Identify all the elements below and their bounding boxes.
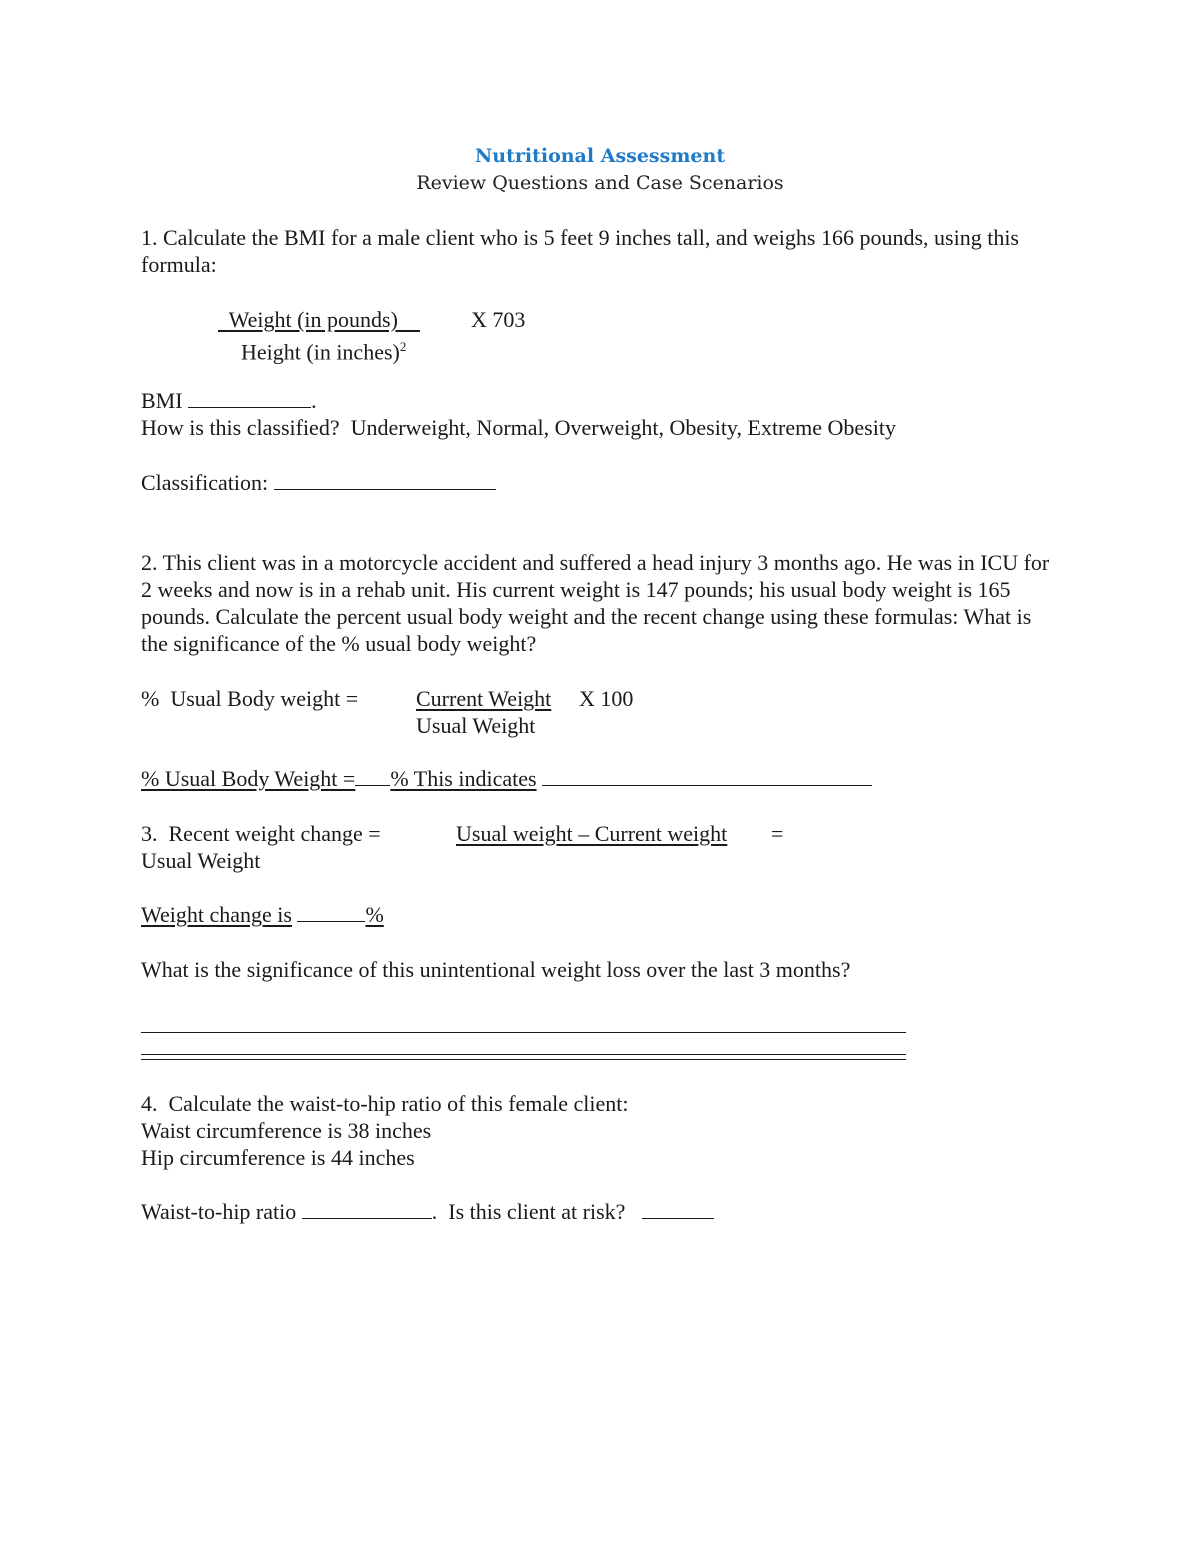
q3-result-label: Weight change is: [141, 902, 292, 927]
q3-formula-denominator: Usual Weight: [141, 848, 261, 873]
q2-prompt: 2. This client was in a motorcycle accident and suffered a head injury 3 months ago. He was in ICU for 2 weeks and now is in a rehab unit. His current weight is 147 pounds; his usual body weight is 165 pounds. Calculate the percent usual body weight and the recent change using these formulas: What is the significance of the % usual body weight?: [141, 550, 1050, 656]
q2-result-percent: % This indicates: [390, 766, 537, 791]
q3-result-percent: %: [365, 902, 384, 927]
q2-formula-denominator: Usual Weight: [416, 713, 536, 738]
q3-formula-equals: =: [771, 821, 784, 846]
q1-bmi-period: .: [311, 388, 317, 413]
q2-formula-multiplier: X 100: [579, 686, 634, 711]
q4-ratio-blank[interactable]: [302, 1198, 432, 1219]
q1-formula-numerator-row: [218, 306, 420, 333]
q4-hip: Hip circumference is 44 inches: [141, 1145, 415, 1170]
q3-formula-numerator: Usual weight – Current weight: [456, 821, 728, 846]
q2-result-row: [141, 765, 872, 792]
q1-classification-blank[interactable]: [274, 469, 496, 490]
q1-formula-numerator-lead: [218, 307, 229, 332]
q1-classification-row: [141, 469, 496, 496]
q4-prompt: 4. Calculate the waist-to-hip ratio of this female client:: [141, 1091, 629, 1116]
q1-bmi-label: BMI: [141, 388, 183, 413]
q4-result-row: [141, 1198, 714, 1225]
q3-significance-question: What is the significance of this unintentional weight loss over the last 3 months?: [141, 957, 851, 982]
q1-formula-multiplier: X 703: [471, 307, 526, 332]
q3-weight-change-blank[interactable]: [297, 901, 365, 922]
q1-formula-numerator: Weight (in pounds): [228, 307, 398, 332]
q4-risk-question: . Is this client at risk?: [431, 1199, 626, 1224]
q1-formula-exponent: 2: [399, 339, 407, 354]
q2-formula-numerator: Current Weight: [416, 686, 552, 711]
q4-risk-blank[interactable]: [642, 1198, 714, 1219]
q1-bmi-row: [141, 387, 317, 414]
q1-formula-numerator-trail: [398, 307, 420, 332]
q3-answer-line-3[interactable]: [141, 1059, 906, 1060]
q1-bmi-answer-blank[interactable]: [188, 387, 311, 408]
q4-ratio-label: Waist-to-hip ratio: [141, 1199, 297, 1224]
q1-prompt: 1. Calculate the BMI for a male client who is 5 feet 9 inches tall, and weighs 166 pounds, using this formula:: [141, 225, 1019, 277]
document-title: Nutritional Assessment: [474, 145, 726, 167]
q3-answer-line-1[interactable]: [141, 1032, 906, 1033]
q3-formula-label: 3. Recent weight change =: [141, 821, 381, 846]
q2-indicates-blank[interactable]: [542, 765, 872, 786]
q2-result-label: % Usual Body Weight =: [141, 766, 356, 791]
q3-answer-line-2[interactable]: [141, 1054, 906, 1055]
q2-percent-blank[interactable]: [355, 765, 390, 786]
document-subtitle: Review Questions and Case Scenarios: [416, 172, 784, 194]
q2-formula-label: % Usual Body weight =: [141, 686, 359, 711]
q4-waist: Waist circumference is 38 inches: [141, 1118, 432, 1143]
q1-formula-denominator-row: [241, 333, 406, 365]
q1-formula-denominator: Height (in inches): [241, 339, 400, 365]
q3-result-row: [141, 901, 384, 928]
q1-classify-question: How is this classified? Underweight, Normal, Overweight, Obesity, Extreme Obesity: [141, 415, 896, 440]
q1-classification-label: Classification:: [141, 470, 269, 495]
